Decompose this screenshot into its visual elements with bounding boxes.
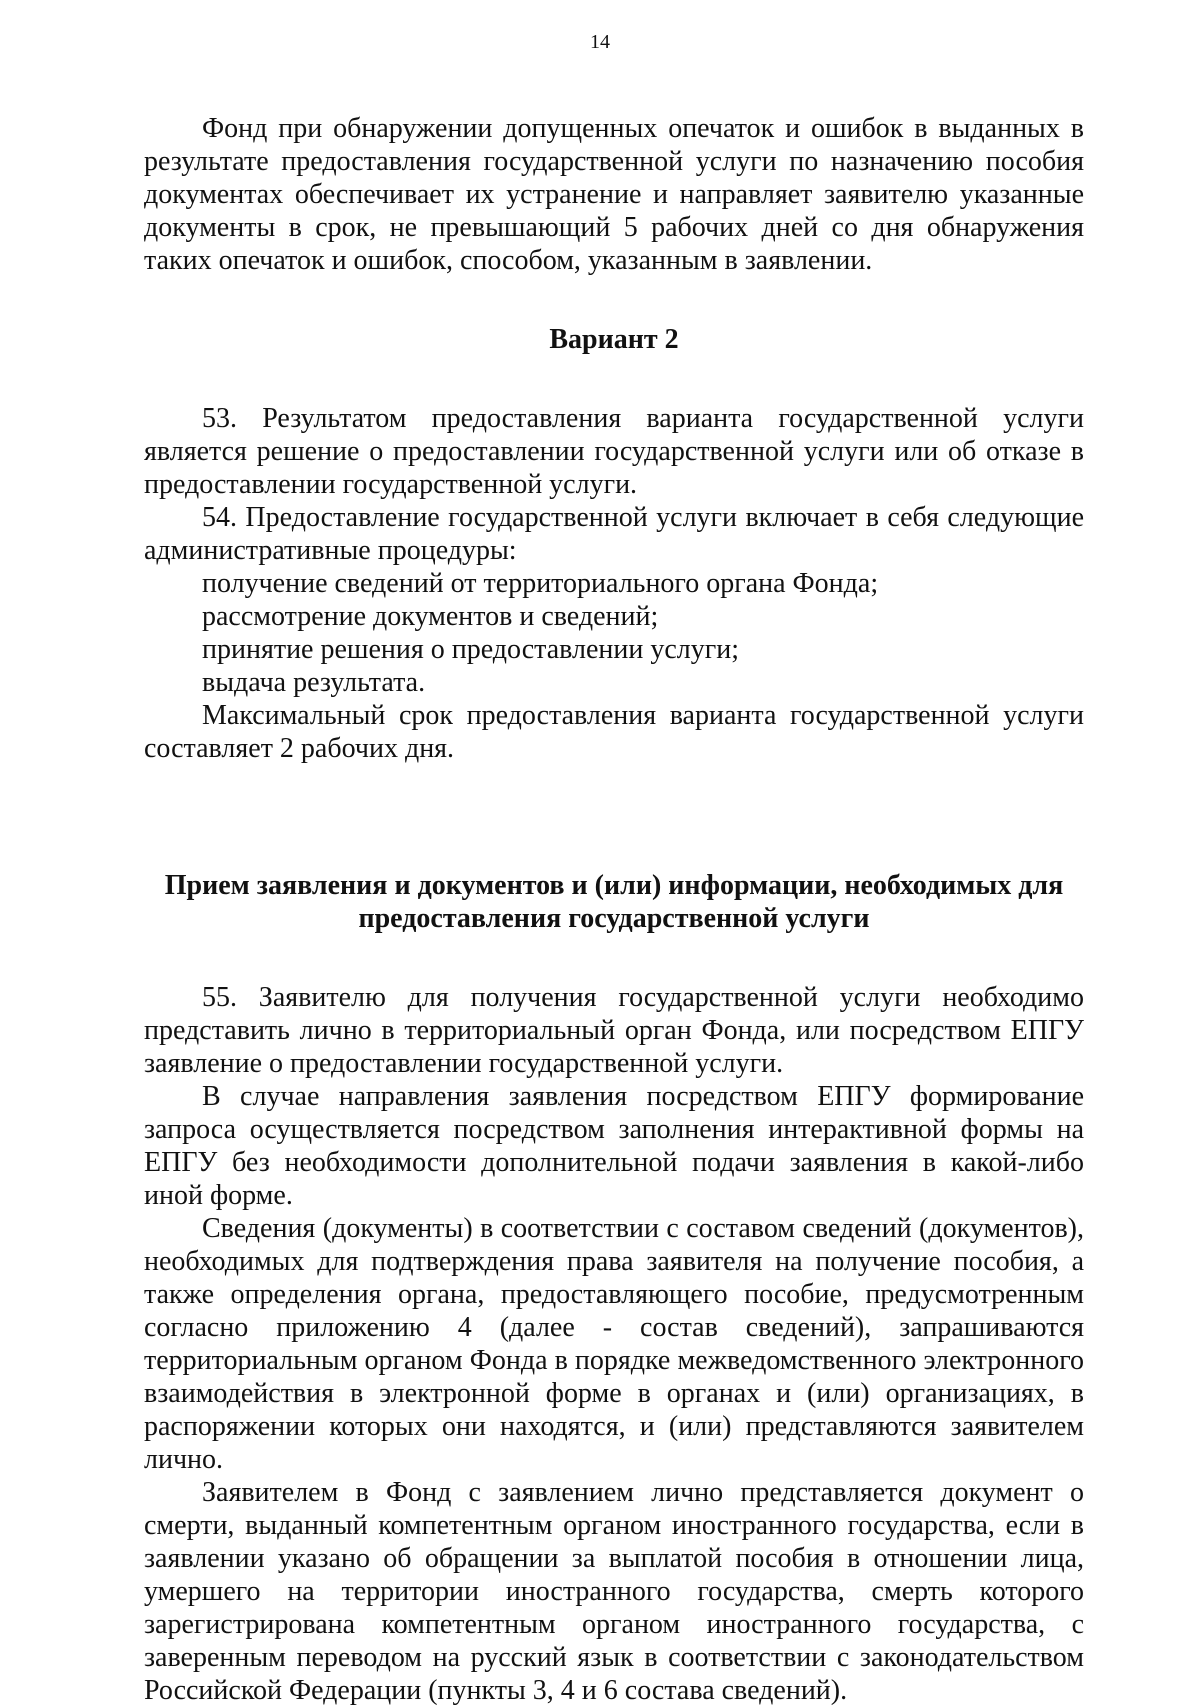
paragraph-death-document: Заявителем в Фонд с заявлением лично представляется документ о смерти, выданный компетентным органом иностранного государства, если в заявлении указано об обращении за выплатой пособия в отношении лица, умершего на территории иностранного государства, смерть которого зарегистрирована компетентным органом иностранного государства, с заверенным переводом на русский язык в соответствии с законодательством Российской Федерации (пункты 3, 4 и 6 состава сведений). <box>144 1477 1084 1706</box>
paragraph-epgu: В случае направления заявления посредством ЕПГУ формирование запроса осуществляется посредством заполнения интерактивной формы на ЕПГУ без необходимости дополнительной подачи заявления в какой-либо иной форме. <box>144 1081 1084 1211</box>
procedure-item: получение сведений от территориального органа Фонда; <box>202 568 879 599</box>
procedure-item: принятие решения о предоставлении услуги; <box>202 634 740 665</box>
paragraph-documents: Сведения (документы) в соответствии с составом сведений (документов), необходимых для подтверждения права заявителя на получение пособия, а также определения органа, предоставляющего пособие, предусмотренным согласно приложению 4 (далее - состав сведений), запрашиваются территориальным органом Фонда в порядке межведомственного электронного взаимодействия в электронной форме в органах и (или) организациях, в распоряжении которых они находятся, и (или) представляются заявителем лично. <box>144 1213 1084 1475</box>
heading-variant-2: Вариант 2 <box>549 324 679 355</box>
heading-application-reception: Прием заявления и документов и (или) информации, необходимых для предоставления государственной услуги <box>164 870 1064 934</box>
procedure-item: рассмотрение документов и сведений; <box>202 601 659 632</box>
paragraph-54: 54. Предоставление государственной услуги включает в себя следующие административные процедуры: <box>144 502 1084 566</box>
paragraph-max-term: Максимальный срок предоставления варианта государственной услуги составляет 2 рабочих дня. <box>144 700 1084 764</box>
paragraph-55: 55. Заявителю для получения государственной услуги необходимо представить лично в территориальный орган Фонда, или посредством ЕПГУ заявление о предоставлении государственной услуги. <box>144 982 1084 1079</box>
document-body <box>144 112 1084 1707</box>
page-number: 14 <box>590 31 610 53</box>
paragraph-typo-correction: Фонд при обнаружении допущенных опечаток и ошибок в выданных в результате предоставления государственной услуги по назначению пособия документах обеспечивает их устранение и направляет заявителю указанные документы в срок, не превышающий 5 рабочих дней со дня обнаружения таких опечаток и ошибок, способом, указанным в заявлении. <box>144 113 1084 276</box>
paragraph-53: 53. Результатом предоставления варианта государственной услуги является решение о предоставлении государственной услуги или об отказе в предоставлении государственной услуги. <box>144 403 1084 500</box>
procedure-item: выдача результата. <box>202 667 426 698</box>
